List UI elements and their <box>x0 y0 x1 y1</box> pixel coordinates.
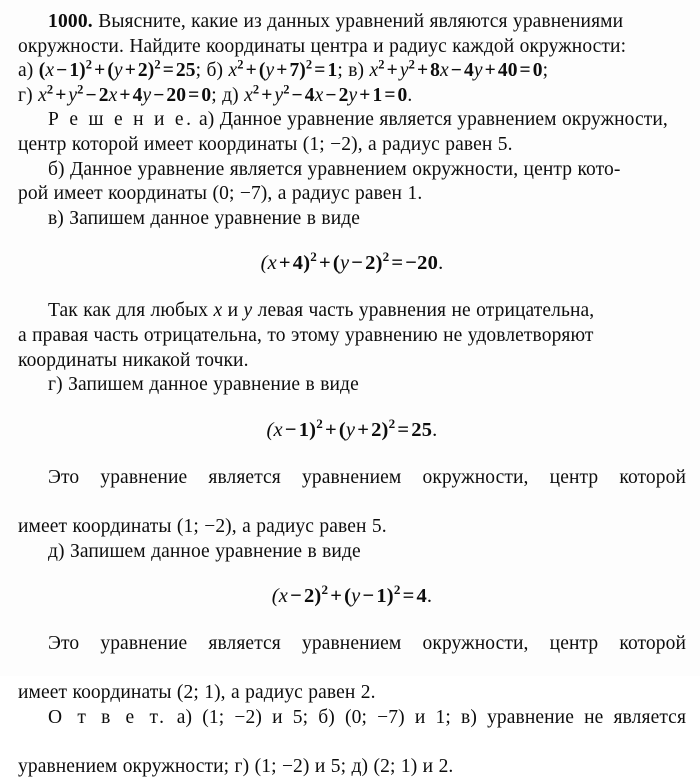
item-a-label: а) <box>18 60 34 82</box>
solution-part-b-line-1 <box>18 158 686 183</box>
display-equation-v <box>18 249 686 275</box>
solution-part-d-intro-text: Запишем данное уравнение в виде <box>70 540 361 562</box>
solution-part-a-line-1 <box>18 108 686 133</box>
solution-part-b-text-1: Данное уравнение является уравнением окружности, центр кото- <box>70 158 621 180</box>
solution-part-g-conclusion-text-1: Это уравнение является уравнением окружности, центр которой <box>48 466 686 488</box>
display-equation-g <box>18 415 686 442</box>
display-equation-d-content: $(x-2)^2+(y-1)^2=4$. <box>271 581 433 608</box>
solution-part-g-intro-text: Запишем данное уравнение в виде <box>68 374 359 396</box>
solution-part-v-explanation-1: Так как для любых x и y левая часть уравнения не отрицательна, <box>48 300 595 322</box>
solution-part-g-intro <box>18 373 686 398</box>
item-d-label: д) <box>222 84 239 106</box>
solution-part-d-intro <box>18 540 686 565</box>
problem-equations-row-2 <box>18 84 686 109</box>
solution-part-v-explanation-3 <box>18 349 686 374</box>
solution-part-g-conclusion-text-2: имеет координаты (1; −2), а радиус равен 5. <box>18 515 387 537</box>
answer-heading: О т в е т. <box>48 706 167 728</box>
display-equation-d <box>18 581 686 608</box>
answer-text-2: уравнением окружности; г) (1; −2) и 5; д) (2; 1) и 2. <box>18 756 454 778</box>
answer-line-2 <box>18 755 686 780</box>
text-column <box>18 10 686 780</box>
problem-statement-paragraph <box>18 10 686 35</box>
solution-part-b-line-2 <box>18 182 686 207</box>
solution-part-d-conclusion-1 <box>18 632 686 681</box>
item-a-equation: $(x - 1)^2 + (y + 2)^2 = 25$; <box>38 57 202 82</box>
answer-text-1: а) (1; −2) и 5; б) (0; −7) и 1; в) уравнение не является <box>176 706 687 728</box>
solution-part-g-conclusion-2 <box>18 515 686 540</box>
problem-statement-line-2: окружности. Найдите координаты центра и радиус каждой окружности: <box>18 35 627 57</box>
item-v-equation: $x^2 + y^2 + 8x - 4y + 40 = 0$; <box>369 57 549 82</box>
solution-part-d-conclusion-text-2: имеет координаты (2; 1), а радиус равен 2. <box>18 682 376 704</box>
solution-part-a-line-2 <box>18 133 686 158</box>
solution-part-a-text-2: центр которой имеет координаты (1; −2), а радиус равен 5. <box>18 133 513 155</box>
solution-part-g-conclusion-1 <box>18 466 686 515</box>
item-b-equation: $x^2 + (y + 7)^2 = 1$; <box>228 57 343 82</box>
solution-part-v-explanation-2 <box>18 324 686 349</box>
problem-number: 1000. <box>48 11 93 32</box>
spacer <box>18 442 686 466</box>
solution-part-g-label: г) <box>48 374 63 396</box>
solution-part-v-intro-text: Запишем данное уравнение в виде <box>69 207 361 229</box>
solution-part-d-conclusion-text-1: Это уравнение является уравнением окружности, центр которой <box>48 633 686 655</box>
spacer <box>18 231 686 252</box>
problem-statement-line-2-wrap <box>18 35 686 60</box>
item-g-label: г) <box>18 84 33 106</box>
solution-part-a-text-1: Данное уравнение является уравнением окружности, <box>219 109 668 131</box>
solution-part-v-label: в) <box>48 207 64 229</box>
solution-part-a-label: а) <box>199 109 215 131</box>
item-g-equation: $x^2 + y^2 - 2x + 4y - 20 = 0$; <box>38 82 217 106</box>
spacer <box>18 608 686 632</box>
solution-part-v-explanation-text-3: координаты никакой точки. <box>18 349 249 371</box>
display-equation-v-content: $(x+4)^2+(y-2)^2=-20$. <box>260 249 444 275</box>
spacer <box>18 275 686 299</box>
spacer <box>18 398 686 419</box>
solution-part-b-label: б) <box>48 158 65 180</box>
solution-part-v-intro <box>18 207 686 232</box>
solution-part-b-text-2: рой имеет координаты (0; −7), а радиус равен 1. <box>18 183 423 205</box>
answer-line-1 <box>18 706 686 755</box>
solution-part-d-label: д) <box>48 540 65 562</box>
solution-part-v-explanation-text-2: а правая часть отрицательна, то этому уравнению не удовлетворяют <box>18 324 594 346</box>
item-d-equation: $x^2 + y^2 - 4x - 2y + 1 = 0$. <box>244 82 413 106</box>
spacer <box>18 564 686 585</box>
display-equation-g-content: $(x-1)^2+(y+2)^2=25$. <box>266 415 438 441</box>
item-v-label: в) <box>348 60 365 82</box>
problem-equations-row-1 <box>18 59 686 84</box>
solution-part-d-conclusion-2 <box>18 681 686 706</box>
solution-heading: Р е ш е н и е. <box>48 109 194 131</box>
item-b-label: б) <box>206 60 224 82</box>
problem-statement-line-1: Выясните, какие из данных уравнений являются уравнениями <box>98 11 624 32</box>
